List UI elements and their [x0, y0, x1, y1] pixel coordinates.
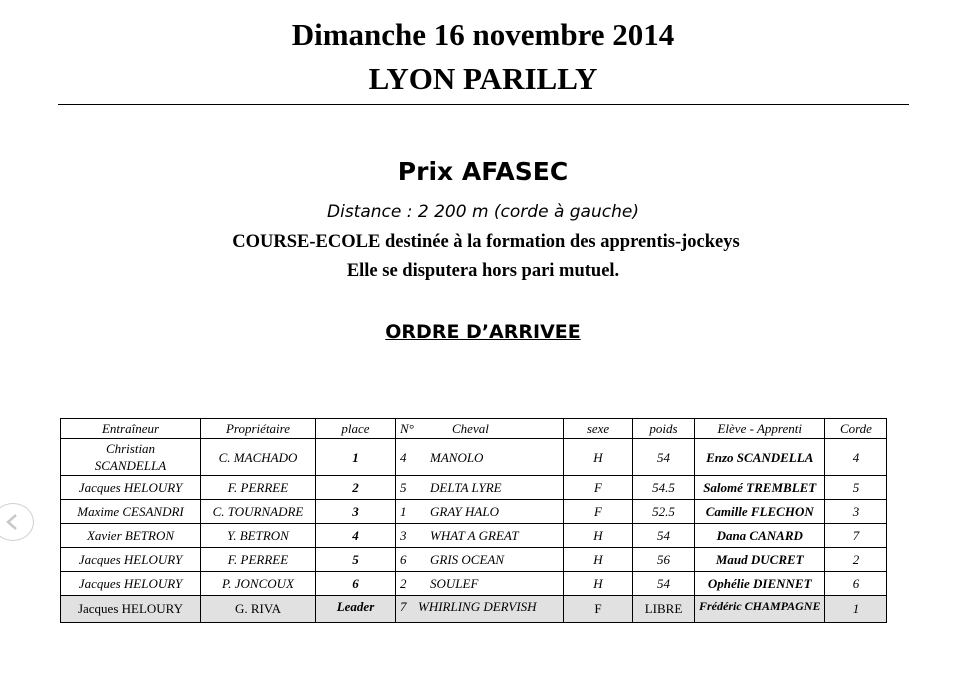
table-row — [61, 548, 887, 572]
cell-corde: 7 — [825, 524, 887, 548]
cell-cheval — [396, 572, 564, 596]
cell-cheval-name: SOULEF — [430, 575, 479, 591]
race-description: COURSE-ECOLE destinée à la formation des apprentis-jockeys — [232, 232, 740, 252]
cell-entraineur — [61, 439, 201, 476]
section-title: ORDRE D’ARRIVEE — [385, 321, 581, 343]
cell-proprietaire: Y. BETRON — [201, 524, 316, 548]
cell-cheval — [396, 548, 564, 572]
cell-cheval — [396, 524, 564, 548]
cell-sexe: H — [564, 572, 633, 596]
cell-proprietaire: P. JONCOUX — [201, 572, 316, 596]
cell-corde: 1 — [825, 596, 887, 623]
cell-num: 4 — [400, 449, 407, 465]
cell-cheval-name: MANOLO — [430, 449, 484, 465]
table-header-row — [61, 419, 887, 439]
cell-num: 2 — [400, 575, 407, 591]
cell-num: 5 — [400, 479, 407, 495]
header-cheval — [396, 419, 564, 439]
cell-corde: 3 — [825, 500, 887, 524]
cell-num: 7 — [400, 599, 407, 614]
cell-sexe: F — [564, 476, 633, 500]
cell-cheval-name: GRIS OCEAN — [430, 551, 505, 567]
cell-num: 1 — [400, 503, 407, 519]
cell-poids: 54 — [633, 524, 695, 548]
cell-eleve: Camille FLECHON — [695, 500, 825, 524]
header-cheval-label: Cheval — [452, 420, 489, 436]
header-divider — [58, 104, 909, 105]
cell-place: 4 — [316, 524, 396, 548]
previous-page-button[interactable] — [0, 503, 34, 541]
cell-entraineur: Jacques HELOURY — [61, 548, 201, 572]
cell-proprietaire: G. RIVA — [201, 596, 316, 623]
cell-poids: 54.5 — [633, 476, 695, 500]
cell-eleve: Frédéric CHAMPAGNE — [695, 596, 825, 623]
cell-cheval — [396, 500, 564, 524]
cell-corde: 6 — [825, 572, 887, 596]
table-row-leader — [61, 596, 887, 623]
header-sexe: sexe — [564, 419, 633, 439]
cell-entraineur: Maxime CESANDRI — [61, 500, 201, 524]
header-poids: poids — [633, 419, 695, 439]
cell-sexe: H — [564, 439, 633, 476]
cell-place: 2 — [316, 476, 396, 500]
cell-entraineur: Xavier BETRON — [61, 524, 201, 548]
cell-poids: 54 — [633, 439, 695, 476]
cell-cheval — [396, 476, 564, 500]
cell-eleve: Salomé TREMBLET — [695, 476, 825, 500]
header-place: place — [316, 419, 396, 439]
cell-sexe: H — [564, 524, 633, 548]
results-table — [60, 418, 887, 623]
header-entraineur: Entraîneur — [61, 419, 201, 439]
cell-sexe: H — [564, 548, 633, 572]
header-corde: Corde — [825, 419, 887, 439]
cell-cheval-name: DELTA LYRE — [430, 479, 502, 495]
table-row — [61, 500, 887, 524]
table-row — [61, 439, 887, 476]
header-proprietaire: Propriétaire — [201, 419, 316, 439]
cell-entraineur-line1: Christian — [105, 441, 156, 456]
table-row — [61, 476, 887, 500]
cell-poids: 56 — [633, 548, 695, 572]
race-title: Prix AFASEC — [397, 157, 569, 186]
cell-num: 3 — [400, 527, 407, 543]
cell-entraineur: Jacques HELOURY — [61, 596, 201, 623]
cell-place: 1 — [316, 439, 396, 476]
cell-poids: 52.5 — [633, 500, 695, 524]
race-note: Elle se disputera hors pari mutuel. — [346, 261, 620, 281]
cell-eleve: Maud DUCRET — [695, 548, 825, 572]
cell-cheval — [396, 439, 564, 476]
cell-place: 3 — [316, 500, 396, 524]
cell-poids: 54 — [633, 572, 695, 596]
cell-eleve: Ophélie DIENNET — [695, 572, 825, 596]
table-row — [61, 524, 887, 548]
cell-proprietaire: F. PERREE — [201, 476, 316, 500]
cell-place: 6 — [316, 572, 396, 596]
table-row — [61, 572, 887, 596]
cell-corde: 4 — [825, 439, 887, 476]
cell-entraineur-line2: SCANDELLA — [94, 458, 167, 473]
cell-place: 5 — [316, 548, 396, 572]
cell-poids: LIBRE — [633, 596, 695, 623]
event-venue: LYON PARILLY — [368, 61, 598, 96]
cell-sexe: F — [564, 500, 633, 524]
cell-cheval — [396, 596, 564, 623]
cell-proprietaire: C. TOURNADRE — [201, 500, 316, 524]
cell-proprietaire: F. PERREE — [201, 548, 316, 572]
cell-place: Leader — [316, 596, 396, 623]
cell-cheval-name: WHAT A GREAT — [430, 527, 519, 543]
race-distance: Distance : 2 200 m (corde à gauche) — [327, 202, 639, 222]
cell-num: 6 — [400, 551, 407, 567]
cell-eleve: Dana CANARD — [695, 524, 825, 548]
cell-cheval-name: WHIRLING DERVISH — [418, 599, 537, 614]
cell-proprietaire: C. MACHADO — [201, 439, 316, 476]
cell-sexe: F — [564, 596, 633, 623]
cell-cheval-name: GRAY HALO — [430, 503, 499, 519]
cell-corde: 2 — [825, 548, 887, 572]
header-num: N° — [400, 420, 414, 436]
cell-entraineur: Jacques HELOURY — [61, 476, 201, 500]
cell-corde: 5 — [825, 476, 887, 500]
cell-eleve: Enzo SCANDELLA — [695, 439, 825, 476]
event-date: Dimanche 16 novembre 2014 — [291, 17, 675, 52]
chevron-left-icon — [5, 513, 19, 531]
header-eleve: Elève - Apprenti — [695, 419, 825, 439]
cell-entraineur: Jacques HELOURY — [61, 572, 201, 596]
